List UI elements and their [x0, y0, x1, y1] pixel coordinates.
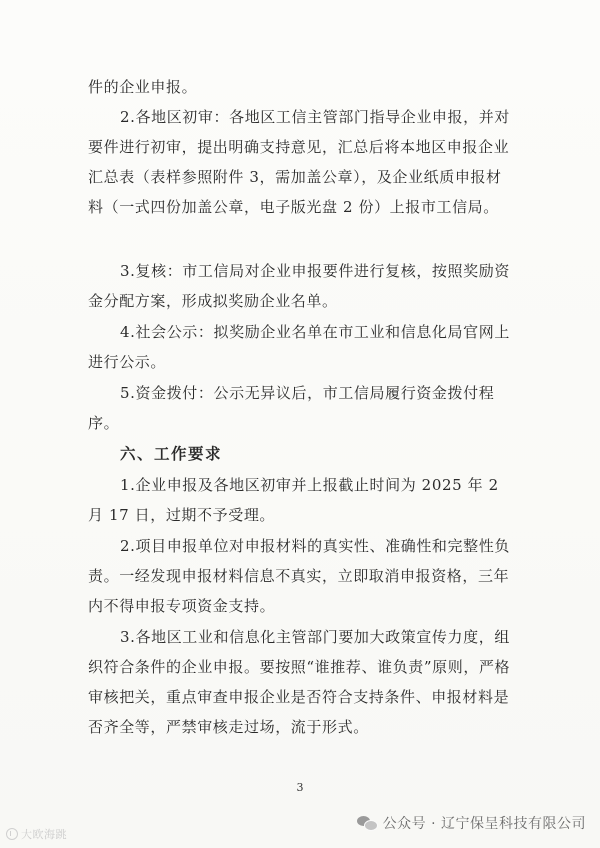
watermark-right-text: 公众号 · 辽宁保呈科技有限公司 [382, 816, 586, 832]
paragraph-local-review: 2.各地区初审：各地区工信主管部门指导企业申报，并对要件进行初审，提出明确支持意见，汇总后将本地区申报企业汇总表（表样参照附件 3，需加盖公章），及企业纸质申报材料（一式四份加盖公章，电子版光盘 2 份）上报市工信局。 [88, 108, 510, 216]
paragraph-public-notice: 4.社会公示：拟奖励企业名单在市工业和信息化局官网上进行公示。 [88, 323, 510, 371]
paragraph-recheck: 3.复核：市工信局对企业申报要件进行复核，按照奖励资金分配方案，形成拟奖励企业名单。 [88, 262, 510, 310]
section-heading: 六、工作要求 [120, 445, 223, 463]
watermark-left [6, 826, 67, 842]
requirement-authenticity: 2.项目申报单位对申报材料的真实性、准确性和完整性负责。一经发现申报材料信息不真实，立即取消申报资格，三年内不得申报专项资金支持。 [88, 537, 510, 615]
watermark-left-text: 大欧海跳 [21, 828, 67, 841]
requirement-promotion: 3.各地区工业和信息化主管部门要加大政策宣传力度，组织符合条件的企业申报。要按照“谁推荐、谁负责”原则，严格审核把关，重点审查申报企业是否符合支持条件、申报材料是否齐全等，严禁审核走过场，流于形式。 [88, 628, 511, 736]
page-number: 3 [296, 781, 304, 794]
paragraph-fund-allocation: 5.资金拨付：公示无异议后，市工信局履行资金拨付程序。 [88, 384, 495, 432]
wechat-icon [357, 815, 377, 831]
watermark-right [357, 813, 586, 833]
paragraph-continuation: 件的企业申报。 [88, 78, 198, 96]
requirement-deadline: 1.企业申报及各地区初审并上报截止时间为 2025 年 2 月 17 日，过期不予受理。 [88, 476, 499, 524]
brand-icon [6, 828, 18, 840]
